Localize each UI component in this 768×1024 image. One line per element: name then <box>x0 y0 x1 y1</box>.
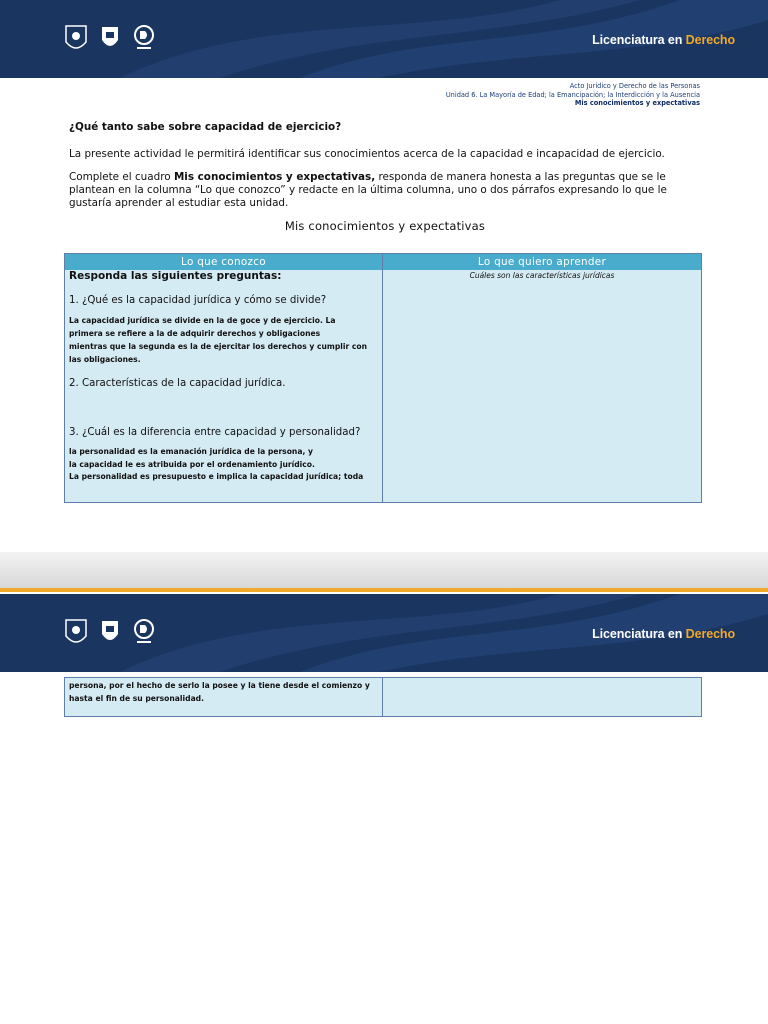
header-what-i-want-to-learn: Lo que quiero aprender <box>477 256 607 268</box>
cell-instructions: Responda las siguientes preguntas: <box>69 270 282 282</box>
faculty-shield-icon <box>98 616 122 650</box>
header-banner <box>0 0 768 78</box>
knowledge-table <box>64 253 702 503</box>
table-row <box>65 678 701 717</box>
activity-question-title: ¿Qué tanto sabe sobre capacidad de ejercicio? <box>69 121 342 133</box>
breadcrumb-current: Mis conocimientos y expectativas <box>574 99 700 108</box>
program-title: Licenciatura en Derecho <box>592 627 735 641</box>
question-1: 1. ¿Qué es la capacidad jurídica y cómo se divide? <box>69 295 327 306</box>
breadcrumb-course: Acto Jurídico y Derecho de las Personas <box>569 82 700 90</box>
answer-1: La capacidad jurídica se divide en la de goce y de ejercicio. La primera se refiere a la de adquirir derechos y obligaciones mientras que la segunda es la de ejercitar los derechos y cumplir con las obligaciones. <box>69 316 367 364</box>
page-gold-rule <box>0 588 768 592</box>
knowledge-table-continued <box>64 677 702 717</box>
unam-crest-icon <box>64 22 88 56</box>
question-2: 2. Características de la capacidad jurídica. <box>69 378 286 389</box>
cell-what-i-want-to-learn[interactable] <box>383 270 701 502</box>
intro-paragraph: La presente actividad le permitirá identificar sus conocimientos acerca de la capacidad e incapacidad de ejercicio. <box>69 148 665 160</box>
cell-what-i-know-continued[interactable]: persona, por el hecho de serlo la posee y la tiene desde el comienzo y hasta el fin de su personalidad. <box>65 678 383 717</box>
faculty-shield-icon <box>98 22 122 56</box>
instructions-paragraph: Complete el cuadro Mis conocimientos y expectativas, responda de manera honesta a las preguntas que se le plantean en la columna “Lo que conozco” y redacte en la última columna, uno o dos párrafos expresando lo que le gustaría aprender al estudiar esta unidad. <box>69 171 667 209</box>
cell-what-i-want-to-learn-continued[interactable] <box>383 678 701 717</box>
table-row <box>65 270 701 502</box>
activity-content <box>69 121 701 233</box>
institution-logos <box>64 22 156 56</box>
unam-crest-icon <box>64 616 88 650</box>
cell-what-i-know[interactable] <box>65 270 383 502</box>
open-university-logo-icon <box>132 22 156 56</box>
question-3: 3. ¿Cuál es la diferencia entre capacidad y personalidad? <box>69 427 361 438</box>
answer-3: la personalidad es la emanación jurídica de la persona, y la capacidad le es atribuida por el ordenamiento jurídico. La personalidad es presupuesto e implica la capacidad jurídica; toda <box>69 447 364 481</box>
program-title: Licenciatura en Derecho <box>592 33 735 47</box>
table-section-title: Mis conocimientos y expectativas <box>284 219 486 233</box>
table-header-row <box>65 254 701 270</box>
institution-logos <box>64 616 156 650</box>
breadcrumb <box>446 82 700 108</box>
breadcrumb-unit: Unidad 6. La Mayoría de Edad; la Emancipación; la Interdicción y la Ausencia <box>445 90 700 99</box>
header-banner-page-2 <box>0 594 768 672</box>
page-separator <box>0 552 768 588</box>
learning-expectation: Cuáles son las características jurídicas <box>469 271 615 280</box>
open-university-logo-icon <box>132 616 156 650</box>
header-what-i-know: Lo que conozco <box>65 254 383 270</box>
